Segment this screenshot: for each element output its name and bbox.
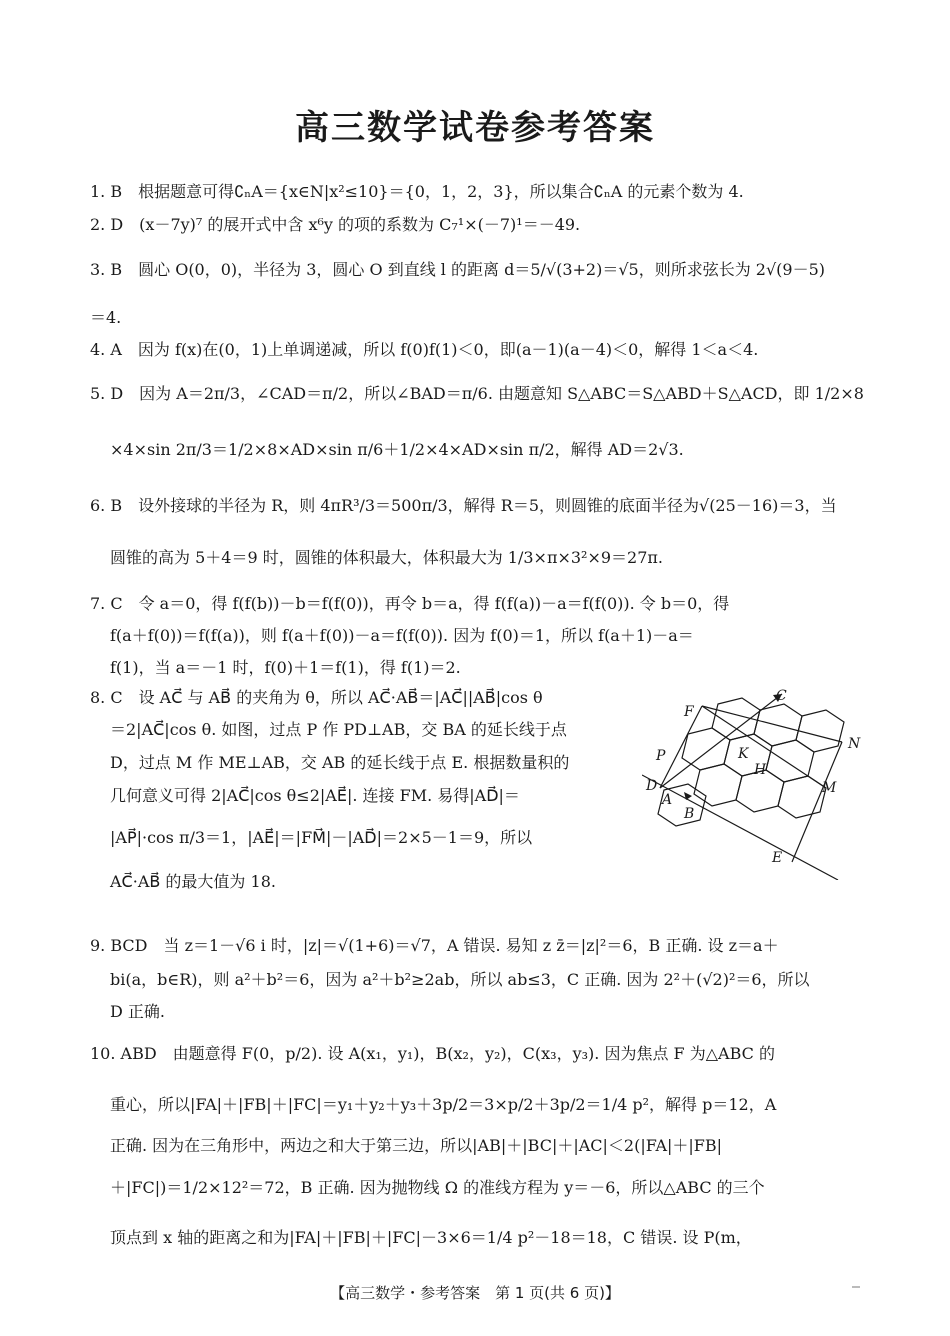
answer-line: 2. D (x－7y)⁷ 的展开式中含 x⁶y 的项的系数为 C₇¹×(－7)¹＝－49. (90, 215, 581, 234)
answer-line: 5. D 因为 A＝2π/3，∠CAD＝π/2，所以∠BAD＝π/6. 由题意知 S△ABC＝S△ABD＋S△ACD，即 1/2×8 (90, 384, 864, 403)
answer-line: 顶点到 x 轴的距离之和为|FA|＋|FB|＋|FC|－3×6＝1/4 p²－18＝18，C 错误. 设 P(m， (110, 1228, 752, 1247)
answer-line: ＋|FC|)＝1/2×12²＝72，B 正确. 因为抛物线 Ω 的准线方程为 y＝－6，所以△ABC 的三个 (110, 1178, 765, 1197)
answer-line: bi(a，b∈R)，则 a²＋b²＝6，因为 a²＋b²≥2ab，所以 ab≤3，C 正确. 因为 2²＋(√2)²＝6，所以 (110, 970, 810, 989)
corner-mark (852, 1286, 860, 1288)
line-DE (642, 775, 838, 880)
label-P: P (656, 748, 666, 764)
answer-line: f(1)，当 a＝－1 时，f(0)＋1＝f(1)，得 f(1)＝2. (110, 658, 461, 677)
label-F: F (684, 704, 694, 720)
answer-line: ×4×sin 2π/3＝1/2×8×AD×sin π/6＋1/2×4×AD×sin π/2，解得 AD＝2√3. (110, 440, 684, 459)
answer-line: 6. B 设外接球的半径为 R，则 4πR³/3＝500π/3，解得 R＝5，则圆锥的底面半径为√(25－16)＝3，当 (90, 496, 837, 515)
answer-line: ＝4. (90, 308, 122, 327)
line-NE (792, 742, 842, 862)
answer-line: 1. B 根据题意可得∁ₙA＝{x∈N|x²≤10}＝{0，1，2，3}，所以集合∁ₙA 的元素个数为 4. (90, 182, 744, 201)
label-N: N (848, 736, 861, 752)
page-footer: 【高三数学・参考答案 第 1 页(共 6 页)】 (330, 1284, 620, 1302)
label-A: A (662, 792, 673, 808)
label-E: E (772, 850, 783, 866)
hexagon-diagram (642, 680, 866, 880)
answer-line: 4. A 因为 f(x)在(0，1)上单调递减，所以 f(0)f(1)＜0，即(a－1)(a－4)＜0，解得 1＜a＜4. (90, 340, 759, 359)
answer-line: f(a＋f(0))＝f(f(a))，则 f(a＋f(0))－a＝f(f(0)). 因为 f(0)＝1，所以 f(a＋1)－a＝ (110, 626, 694, 645)
answer-line: 8. C 设 AC⃗ 与 AB⃗ 的夹角为 θ，所以 AC⃗·AB⃗＝|AC⃗||AB⃗|cos θ (90, 688, 543, 707)
answer-line: D，过点 M 作 ME⊥AB，交 AB 的延长线于点 E. 根据数量积的 (110, 753, 570, 772)
answer-line: 几何意义可得 2|AC⃗|cos θ≤2|AE⃗|. 连接 FM. 易得|AD⃗|＝ (110, 786, 520, 805)
answer-line: AC⃗·AB⃗ 的最大值为 18. (110, 872, 276, 891)
hexagon (796, 710, 844, 752)
answer-line: 7. C 令 a＝0，得 f(f(b))－b＝f(f(0))，再令 b＝a，得 f(f(a))－a＝f(f(0)). 令 b＝0，得 (90, 594, 730, 613)
answer-line: D 正确. (110, 1002, 166, 1021)
line-AF (660, 706, 702, 788)
answer-line: |AP⃗|·cos π/3＝1，|AE⃗|＝|FM⃗|－|AD⃗|＝2×5－1＝9，所以 (110, 828, 533, 847)
label-M: M (822, 780, 837, 796)
label-K: K (738, 746, 749, 762)
answer-line: 9. BCD 当 z＝1－√6 i 时，|z|＝√(1+6)＝√7，A 错误. 易知 z z̄＝|z|²＝6，B 正确. 设 z＝a＋ (90, 936, 779, 955)
label-C: C (776, 688, 787, 704)
answer-line: 10. ABD 由题意得 F(0，p/2). 设 A(x₁，y₁)，B(x₂，y₂)，C(x₃，y₃). 因为焦点 F 为△ABC 的 (90, 1044, 775, 1063)
answer-line: 正确. 因为在三角形中，两边之和大于第三边，所以|AB|＋|BC|＋|AC|＜2(|FA|＋|FB| (110, 1136, 723, 1155)
label-B: B (684, 806, 695, 822)
answer-line: 重心，所以|FA|＋|FB|＋|FC|＝y₁＋y₂＋y₃＋3p/2＝3×p/2＋3p/2＝1/4 p²，解得 p＝12，A (110, 1095, 777, 1114)
label-H: H (754, 762, 767, 778)
answer-line: 圆锥的高为 5＋4＝9 时，圆锥的体积最大，体积最大为 1/3×π×3²×9＝27π. (110, 548, 664, 567)
hexagon (694, 764, 742, 806)
answer-line: 3. B 圆心 O(0，0)，半径为 3，圆心 O 到直线 l 的距离 d＝5/√(3+2)＝√5，则所求弦长为 2√(9－5) (90, 260, 826, 279)
answer-line: ＝2|AC⃗|cos θ. 如图，过点 P 作 PD⊥AB，交 BA 的延长线于点 (110, 720, 567, 739)
label-D: D (646, 778, 658, 794)
page-title: 高三数学试卷参考答案 (295, 108, 655, 148)
